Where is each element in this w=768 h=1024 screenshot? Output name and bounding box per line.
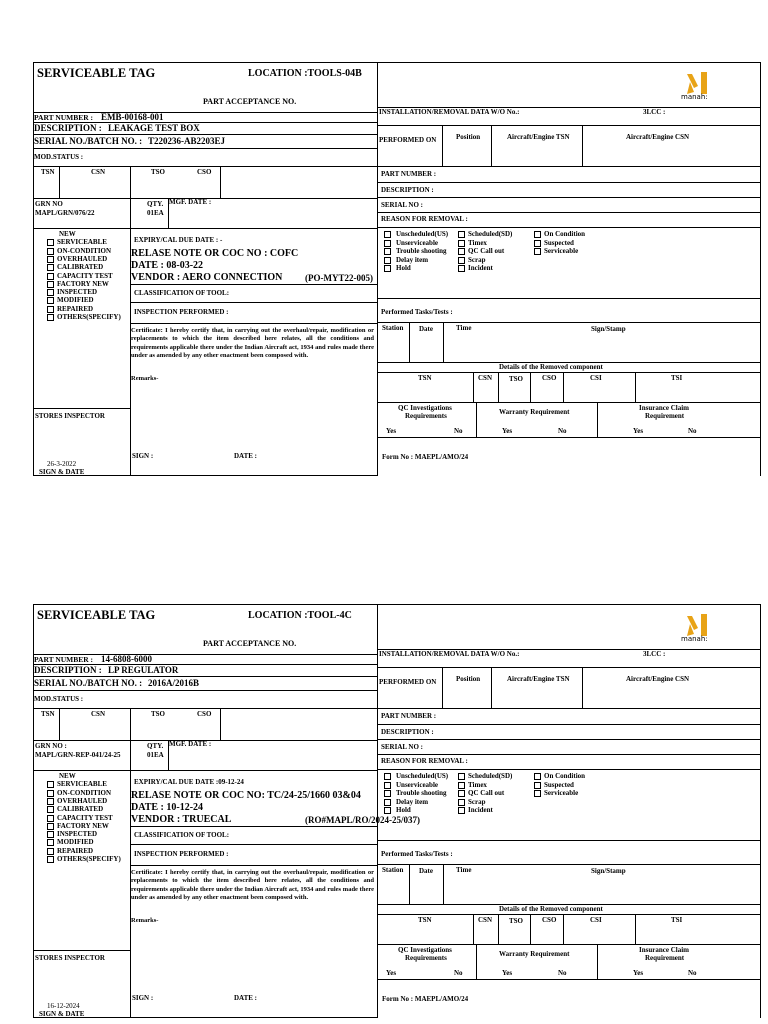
detail-tsi: TSI: [671, 916, 683, 924]
reason-option: Scrap: [468, 255, 486, 264]
time-label: Time: [456, 324, 472, 332]
details-removed-component: Details of the Removed component: [499, 905, 603, 913]
status-checkbox[interactable]: [47, 856, 54, 863]
status-checkbox[interactable]: [47, 281, 54, 288]
remarks: Remarks-: [131, 917, 159, 924]
install-removal-label: INSTALLATION/REMOVAL DATA W/O No.:: [379, 650, 520, 658]
sign-label: SIGN :: [132, 452, 154, 460]
aircraft-csn-label: Aircraft/Engine CSN: [626, 675, 690, 683]
reason-option: Unscheduled(US): [396, 230, 449, 238]
csn-label: CSN: [91, 710, 106, 718]
status-checkbox[interactable]: [47, 239, 54, 246]
part-acceptance-no: PART ACCEPTANCE NO.: [203, 97, 297, 106]
stores-inspector: STORES INSPECTOR: [35, 954, 105, 962]
cso-label: CSO: [197, 710, 212, 718]
status-item: REPAIRED: [57, 846, 94, 855]
qc-requirements: Requirements: [405, 412, 447, 420]
status-item: CALIBRATED: [57, 805, 104, 814]
removed-description: DESCRIPTION :: [381, 728, 434, 736]
performed-on: PERFORMED ON: [379, 678, 437, 686]
date-label: DATE :: [234, 452, 258, 460]
qc-no: No: [454, 427, 463, 435]
status-checkbox[interactable]: [47, 831, 54, 838]
stores-inspector: STORES INSPECTOR: [35, 412, 105, 420]
insurance-yes: Yes: [633, 969, 644, 977]
status-item: INSPECTED: [57, 830, 98, 839]
reason-option: On Condition: [544, 230, 586, 238]
expiry-date: EXPIRY/CAL DUE DATE : -: [134, 236, 223, 244]
reason-checkbox[interactable]: [458, 807, 465, 814]
reason-option: Hold: [396, 264, 411, 272]
date-col-label: Date: [419, 325, 433, 333]
mod-status: MOD.STATUS :: [34, 695, 84, 703]
status-item: MODIFIED: [57, 838, 94, 847]
tso-label: TSO: [151, 168, 166, 176]
insurance-claim: Insurance Claim: [639, 404, 689, 412]
status-item: CAPACITY TEST: [57, 813, 113, 822]
reason-option: Trouble shooting: [396, 247, 447, 255]
detail-cso: CSO: [542, 916, 557, 924]
removed-part-number: PART NUMBER :: [381, 712, 437, 720]
detail-tso: TSO: [509, 917, 524, 925]
insurance-requirement: Requirement: [645, 954, 685, 962]
status-checkbox[interactable]: [47, 306, 54, 313]
sign-date-value: 16-12-2024: [47, 1002, 80, 1010]
status-checkbox[interactable]: [47, 823, 54, 830]
tsn-label: TSN: [41, 710, 55, 718]
csn-label: CSN: [91, 168, 106, 176]
reason-checkbox[interactable]: [534, 240, 541, 247]
warranty-requirement: Warranty Requirement: [499, 950, 570, 958]
mfg-date: MGF. DATE :: [169, 198, 212, 206]
status-checkbox[interactable]: [47, 264, 54, 271]
reason-checkbox[interactable]: [384, 807, 391, 814]
po-number: (RO#MAPL/RO/2024-25/037): [305, 815, 420, 825]
reason-checkbox[interactable]: [384, 782, 391, 789]
reason-checkbox[interactable]: [384, 790, 391, 797]
part-acceptance-no: PART ACCEPTANCE NO.: [203, 639, 297, 648]
sign-and-date: SIGN & DATE: [39, 468, 85, 476]
removed-serial: SERIAL NO :: [381, 201, 424, 209]
reason-checkbox[interactable]: [384, 240, 391, 247]
reason-checkbox[interactable]: [458, 790, 465, 797]
detail-csi: CSI: [590, 916, 602, 924]
reason-option: Unscheduled(US): [396, 772, 449, 780]
status-checkbox[interactable]: [47, 798, 54, 805]
date-label: DATE :: [234, 994, 258, 1002]
status-item: REPAIRED: [57, 304, 94, 313]
description-value: LEAKAGE TEST BOX: [108, 123, 200, 133]
reason-checkbox[interactable]: [458, 248, 465, 255]
insurance-claim: Insurance Claim: [639, 946, 689, 954]
description-label: DESCRIPTION :: [34, 123, 102, 133]
description-label: DESCRIPTION :: [34, 665, 102, 675]
mfg-date: MGF. DATE :: [169, 740, 212, 748]
status-item: ON-CONDITION: [57, 788, 112, 797]
reason-option: Timex: [468, 238, 487, 247]
aircraft-tsn-label: Aircraft/Engine TSN: [507, 675, 570, 683]
form-no: Form No : MAEPL/AMO/24: [382, 453, 469, 461]
reason-option: Trouble shooting: [396, 789, 447, 797]
status-item: OVERHAULED: [57, 254, 108, 263]
status-item: SERVICEABLE: [57, 780, 107, 789]
reason-option: QC Call out: [468, 789, 505, 797]
reason-option: Serviceable: [544, 789, 579, 797]
status-checkbox[interactable]: [47, 289, 54, 296]
performed-on: PERFORMED ON: [379, 136, 437, 144]
classification-of-tool: CLASSIFICATION OF TOOL:: [134, 831, 230, 839]
qty-value: 01EA: [147, 751, 164, 759]
reason-checkbox[interactable]: [534, 231, 541, 238]
serial-label: SERIAL NO./BATCH NO. :: [34, 678, 143, 688]
status-item: ON-CONDITION: [57, 246, 112, 255]
tsn-label: TSN: [41, 168, 55, 176]
status-checkbox[interactable]: [47, 806, 54, 813]
status-checkbox[interactable]: [47, 297, 54, 304]
reason-option: Hold: [396, 806, 411, 814]
status-item: OTHERS(SPECIFY): [57, 313, 121, 321]
status-checkbox[interactable]: [47, 248, 54, 255]
lcc-label: 3LCC :: [643, 108, 666, 116]
reason-option: Delay item: [396, 797, 429, 806]
remarks: Remarks-: [131, 375, 159, 382]
release-date: DATE : 08-03-22: [131, 260, 204, 271]
reason-option: Scrap: [468, 797, 486, 806]
removed-serial: SERIAL NO :: [381, 743, 424, 751]
install-removal-label: INSTALLATION/REMOVAL DATA W/O No.:: [379, 108, 520, 116]
detail-tso: TSO: [509, 375, 524, 383]
mod-status: MOD.STATUS :: [34, 153, 84, 161]
serial-label: SERIAL NO./BATCH NO. :: [34, 136, 143, 146]
status-item: CAPACITY TEST: [57, 271, 113, 280]
location: LOCATION :TOOLS-04B: [248, 68, 362, 79]
station-label: Station: [382, 866, 404, 874]
qty-label: QTY.: [147, 742, 164, 750]
details-removed-component: Details of the Removed component: [499, 363, 603, 371]
reason-for-removal: REASON FOR REMOVAL :: [381, 215, 468, 223]
reason-option: Suspected: [544, 238, 574, 247]
lcc-label: 3LCC :: [643, 650, 666, 658]
reason-for-removal: REASON FOR REMOVAL :: [381, 757, 468, 765]
reason-checkbox[interactable]: [534, 782, 541, 789]
status-item: NEW: [59, 772, 76, 780]
po-number: (PO-MYT22-005): [305, 273, 373, 283]
position-label: Position: [456, 675, 481, 683]
expiry-date: EXPIRY/CAL DUE DATE :09-12-24: [134, 778, 244, 786]
serial-value: T220236-AB2203EJ: [148, 136, 226, 146]
status-checkbox[interactable]: [47, 848, 54, 855]
date-col-label: Date: [419, 867, 433, 875]
inspection-performed: INSPECTION PERFORMED :: [134, 308, 229, 316]
status-checkbox[interactable]: [47, 815, 54, 822]
performed-tasks: Performed Tasks/Tests :: [381, 308, 453, 316]
performed-tasks: Performed Tasks/Tests :: [381, 850, 453, 858]
tag-title: SERVICEABLE TAG: [37, 608, 156, 622]
detail-csn: CSN: [478, 916, 493, 924]
grn-label: GRN NO :: [35, 742, 67, 750]
detail-tsi: TSI: [671, 374, 683, 382]
reason-checkbox[interactable]: [534, 773, 541, 780]
status-item: MODIFIED: [57, 296, 94, 305]
reason-option: Serviceable: [544, 247, 579, 255]
detail-csi: CSI: [590, 374, 602, 382]
vendor: VENDOR : AERO CONNECTION: [131, 272, 283, 283]
status-item: OVERHAULED: [57, 796, 108, 805]
tso-label: TSO: [151, 710, 166, 718]
reason-checkbox[interactable]: [384, 231, 391, 238]
reason-checkbox[interactable]: [384, 248, 391, 255]
detail-tsn: TSN: [418, 916, 432, 924]
serviceable-tag-1: [33, 62, 761, 476]
reason-option: Suspected: [544, 780, 574, 789]
status-item: CALIBRATED: [57, 263, 104, 272]
qc-investigations: QC Investigations: [398, 404, 452, 412]
qc-yes: Yes: [386, 969, 397, 977]
insurance-no: No: [688, 427, 697, 435]
part-number-label: PART NUMBER :: [34, 655, 94, 664]
sign-and-date: SIGN & DATE: [39, 1010, 85, 1018]
reason-checkbox[interactable]: [458, 240, 465, 247]
status-checkbox[interactable]: [47, 839, 54, 846]
reason-option: On Condition: [544, 772, 586, 780]
reason-option: Scheduled(SD): [468, 230, 513, 238]
reason-option: Delay item: [396, 255, 429, 264]
warranty-no: No: [558, 969, 567, 977]
part-number-value: EMB-00168-001: [101, 112, 164, 122]
removed-description: DESCRIPTION :: [381, 186, 434, 194]
position-label: Position: [456, 133, 481, 141]
reason-checkbox[interactable]: [458, 782, 465, 789]
sign-stamp-label: Sign/Stamp: [591, 867, 626, 875]
grn-label: GRN NO: [35, 200, 63, 208]
status-item: NEW: [59, 230, 76, 238]
reason-option: Unserviceable: [396, 780, 438, 789]
qc-no: No: [454, 969, 463, 977]
insurance-yes: Yes: [633, 427, 644, 435]
reason-checkbox[interactable]: [384, 265, 391, 272]
reason-checkbox[interactable]: [384, 773, 391, 780]
sign-date-value: 26-3-2022: [47, 460, 77, 468]
description-value: LP REGULATOR: [108, 665, 179, 675]
aircraft-tsn-label: Aircraft/Engine TSN: [507, 133, 570, 141]
part-number-label: PART NUMBER :: [34, 113, 94, 122]
grn-value: MAPL/GRN/076/22: [35, 209, 95, 217]
manah-logo: [681, 68, 721, 102]
form-no: Form No : MAEPL/AMO/24: [382, 995, 469, 1003]
warranty-yes: Yes: [502, 427, 513, 435]
status-item: SERVICEABLE: [57, 238, 107, 247]
detail-csn: CSN: [478, 374, 493, 382]
reason-checkbox[interactable]: [384, 257, 391, 264]
manah-logo: [681, 610, 721, 644]
reason-checkbox[interactable]: [458, 799, 465, 806]
sign-stamp-label: Sign/Stamp: [591, 325, 626, 333]
reason-checkbox[interactable]: [458, 773, 465, 780]
location: LOCATION :TOOL-4C: [248, 610, 352, 621]
part-number-value: 14-6808-6000: [101, 654, 152, 664]
certificate-text: Certificate: I hereby certify that, in carrying out the overhaul/repair, modification or replacements to which the item described here relates, all the conditions and requirements applicable there under the Indian Aircraft act, 1934 and rules made there under as amended by any other enactment been composed with.: [131, 869, 374, 902]
certificate-text: Certificate: I hereby certify that, in carrying out the overhaul/repair, modification or replacements to which the item described here relates, all the conditions and requirements applicable there under the Indian Aircraft act, 1934 and rules made there under as amended by any other enactment been composed with.: [131, 327, 374, 360]
reason-checkbox[interactable]: [458, 265, 465, 272]
grn-value: MAPL/GRN-REP-041/24-25: [35, 751, 121, 759]
status-checkbox[interactable]: [47, 256, 54, 263]
warranty-requirement: Warranty Requirement: [499, 408, 570, 416]
status-item: INSPECTED: [57, 288, 98, 297]
status-checkbox[interactable]: [47, 314, 54, 321]
serviceable-tag-2: [33, 604, 761, 1018]
reason-option: Scheduled(SD): [468, 772, 513, 780]
qc-investigations: QC Investigations: [398, 946, 452, 954]
serial-value: 2016A/2016B: [148, 678, 200, 688]
reason-option: Incident: [468, 806, 493, 814]
status-checkbox[interactable]: [47, 273, 54, 280]
status-item: FACTORY NEW: [57, 279, 109, 288]
insurance-requirement: Requirement: [645, 412, 685, 420]
reason-checkbox[interactable]: [384, 799, 391, 806]
classification-of-tool: CLASSIFICATION OF TOOL:: [134, 289, 230, 297]
qc-yes: Yes: [386, 427, 397, 435]
reason-checkbox[interactable]: [534, 248, 541, 255]
sign-label: SIGN :: [132, 994, 154, 1002]
inspection-performed: INSPECTION PERFORMED :: [134, 850, 229, 858]
warranty-no: No: [558, 427, 567, 435]
logo-text: manah:: [681, 93, 708, 101]
qc-requirements: Requirements: [405, 954, 447, 962]
insurance-no: No: [688, 969, 697, 977]
release-note: RELASE NOTE OR COC NO: TC/24-25/1660 03&04: [131, 790, 361, 801]
reason-option: Unserviceable: [396, 238, 438, 247]
warranty-yes: Yes: [502, 969, 513, 977]
qty-label: QTY.: [147, 200, 164, 208]
reason-option: QC Call out: [468, 247, 505, 255]
cso-label: CSO: [197, 168, 212, 176]
station-label: Station: [382, 324, 404, 332]
tag-title: SERVICEABLE TAG: [37, 66, 156, 80]
detail-cso: CSO: [542, 374, 557, 382]
reason-checkbox[interactable]: [458, 257, 465, 264]
reason-option: Timex: [468, 780, 487, 789]
removed-part-number: PART NUMBER :: [381, 170, 437, 178]
release-note: RELASE NOTE OR COC NO : COFC: [131, 248, 299, 259]
reason-checkbox[interactable]: [458, 231, 465, 238]
detail-tsn: TSN: [418, 374, 432, 382]
status-checkbox[interactable]: [47, 790, 54, 797]
qty-value: 01EA: [147, 209, 164, 217]
reason-checkbox[interactable]: [534, 790, 541, 797]
vendor: VENDOR : TRUECAL: [131, 814, 232, 825]
aircraft-csn-label: Aircraft/Engine CSN: [626, 133, 690, 141]
status-checkbox[interactable]: [47, 781, 54, 788]
logo-text: manah:: [681, 635, 708, 643]
status-item: FACTORY NEW: [57, 821, 109, 830]
reason-option: Incident: [468, 264, 493, 272]
status-item: OTHERS(SPECIFY): [57, 855, 121, 863]
release-date: DATE : 10-12-24: [131, 802, 204, 813]
time-label: Time: [456, 866, 472, 874]
